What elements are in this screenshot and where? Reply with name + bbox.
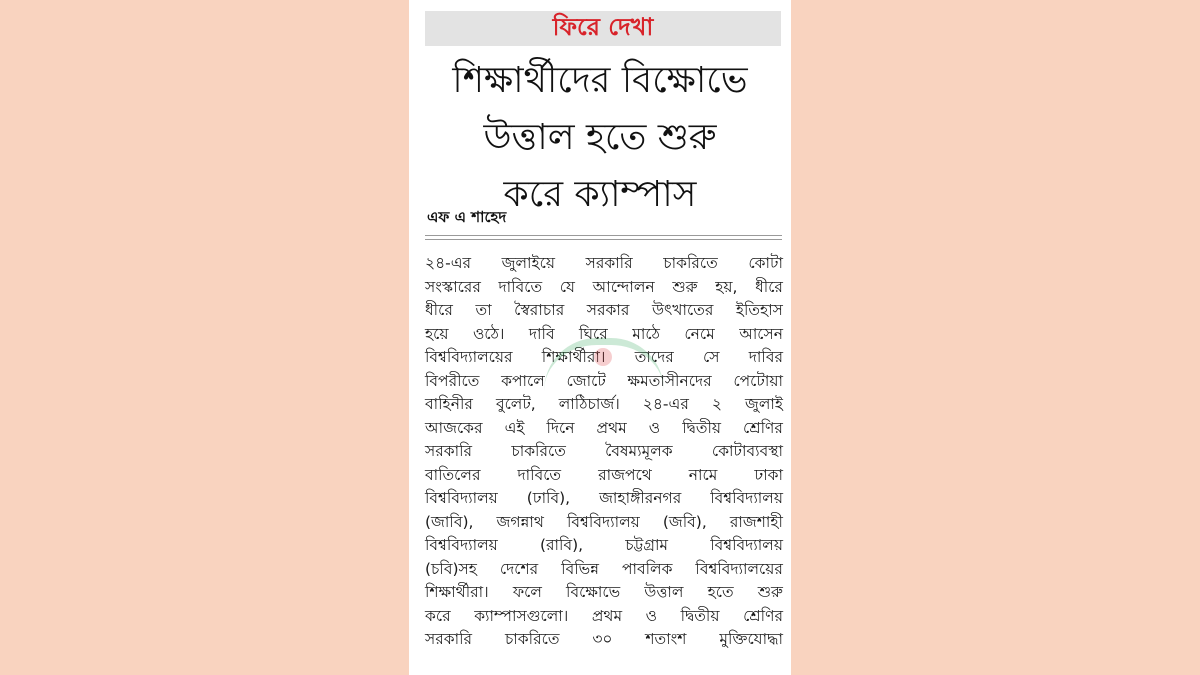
body-word: সরকারি	[425, 630, 473, 648]
body-word: পাবলিক	[621, 559, 673, 578]
body-line	[425, 346, 783, 370]
body-word: চাকরিতে	[663, 254, 718, 272]
body-word: পেটোয়া	[733, 371, 783, 390]
body-line	[425, 440, 783, 464]
body-word: আন্দোলন	[592, 277, 655, 296]
body-word: সরকার	[586, 301, 630, 319]
body-word: সংস্কারের	[425, 277, 481, 296]
body-word: বিশ্ববিদ্যালয়	[566, 512, 640, 531]
body-word: কপালে	[501, 371, 545, 390]
body-word: বাতিলের	[425, 465, 481, 484]
body-word: তা	[475, 301, 492, 319]
body-word: শিক্ষার্থীরা।	[425, 583, 489, 601]
body-word: (জবি),	[662, 512, 707, 531]
body-word: উৎখাতের	[651, 301, 714, 319]
body-word: দিনে	[546, 418, 575, 437]
headline-line: করে ক্যাম্পাস	[503, 174, 697, 215]
body-line	[425, 558, 783, 582]
body-word: বিক্ষোভে	[566, 583, 621, 601]
body-word: (জাবি),	[425, 512, 474, 531]
body-word: ২৪-এর	[425, 254, 472, 272]
body-word: ওঠে।	[472, 324, 505, 343]
body-word: প্রথম	[596, 418, 627, 437]
body-word: শ্রেণির	[743, 606, 783, 625]
body-word: নামে	[688, 465, 718, 484]
body-word: ঢাকা	[754, 465, 783, 484]
body-line	[425, 276, 783, 300]
body-word: দ্বিতীয়	[682, 418, 722, 437]
body-word: শতাংশ	[645, 630, 687, 648]
body-word: তাদের	[634, 348, 674, 366]
body-line	[425, 323, 783, 347]
body-line	[425, 464, 783, 488]
headline-line: উত্তাল হতে শুরু	[483, 117, 717, 158]
kicker-text: ফিরে দেখা	[552, 12, 654, 41]
body-word: শুরু	[757, 583, 783, 601]
body-word: ইতিহাস	[735, 301, 783, 319]
body-word: বিশ্ববিদ্যালয়	[425, 536, 498, 554]
body-word: ক্ষমতাসীনদের	[627, 371, 712, 390]
body-word: দ্বিতীয়	[680, 606, 720, 625]
body-word: রাজশাহী	[729, 512, 783, 531]
body-word: দাবিতে	[498, 277, 543, 296]
body-line	[425, 370, 783, 394]
body-word: কোটাব্যবস্থা	[711, 442, 783, 460]
body-word: (রাবি),	[539, 536, 584, 554]
body-word: সে	[702, 348, 720, 366]
body-word: ধীরে	[425, 301, 453, 319]
body-word: হয়ে	[425, 324, 449, 343]
body-word: ও	[645, 606, 658, 625]
body-line	[425, 581, 783, 605]
byline: এফ এ শাহেদ	[427, 208, 507, 226]
body-word: জাহাঙ্গীরনগর	[599, 489, 682, 507]
body-word: চাকরিতে	[504, 630, 560, 648]
body-line	[425, 252, 783, 276]
body-word: স্বৈরাচার	[514, 301, 565, 319]
body-word: হতে	[707, 583, 734, 601]
body-word: মুক্তিযোদ্ধা	[719, 630, 783, 648]
kicker-banner	[425, 11, 781, 46]
body-word: বিপরীতে	[425, 371, 480, 390]
body-word: ও	[648, 418, 661, 437]
body-word: সরকারি	[585, 254, 633, 272]
body-line	[425, 534, 783, 558]
body-line	[425, 393, 783, 417]
body-word: লাঠিচার্জ।	[558, 395, 620, 413]
body-word: ক্যাম্পাসগুলো।	[474, 606, 569, 625]
body-word: বিভিন্ন	[561, 559, 600, 578]
body-word: মাঠে	[632, 324, 660, 343]
body-word: ধীরে	[755, 277, 783, 296]
divider-rule	[425, 235, 782, 236]
body-line	[425, 628, 783, 652]
body-word: ঘিরে	[579, 324, 608, 343]
divider-rule	[425, 239, 782, 240]
body-word: বিশ্ববিদ্যালয়	[710, 489, 783, 507]
body-word: যে	[559, 277, 575, 296]
body-word: শুরু	[672, 277, 698, 296]
body-word: দেশের	[499, 559, 539, 578]
body-word: দাবিতে	[517, 465, 562, 484]
body-word: সরকারি	[425, 442, 473, 460]
body-word: রাজপথে	[598, 465, 652, 484]
body-word: জোটে	[566, 371, 606, 390]
body-word: ২৪-এর	[642, 395, 689, 413]
body-line	[425, 605, 783, 629]
body-word: বিশ্ববিদ্যালয়ের	[695, 559, 783, 578]
body-word: কোটা	[748, 254, 783, 272]
body-word: আসেন	[739, 324, 783, 343]
body-word: বিশ্ববিদ্যালয়	[425, 489, 498, 507]
article-body	[425, 252, 783, 652]
body-word: বৈষম্যমূলক	[605, 442, 673, 460]
body-line	[425, 487, 783, 511]
body-word: দাবির	[748, 348, 783, 366]
body-word: বাহিনীর	[425, 395, 473, 413]
body-word: ৩০	[592, 630, 613, 648]
body-word: হয়,	[715, 277, 738, 296]
body-line	[425, 417, 783, 441]
body-word: ফলে	[512, 583, 542, 601]
clipping-strip	[409, 0, 791, 675]
body-word: শিক্ষার্থীরা।	[541, 348, 606, 366]
body-word: চট্টগ্রাম	[625, 536, 669, 554]
headline	[419, 52, 781, 223]
body-word: করে	[425, 606, 451, 625]
body-word: জগন্নাথ	[496, 512, 544, 531]
body-word: (ঢাবি),	[526, 489, 571, 507]
headline-line: শিক্ষার্থীদের বিক্ষোভে	[452, 60, 748, 101]
body-word: বিশ্ববিদ্যালয়	[710, 536, 783, 554]
body-word: প্রথম	[591, 606, 623, 625]
body-word: বুলেট,	[495, 395, 536, 413]
body-word: নেমে	[684, 324, 715, 343]
body-line	[425, 299, 783, 323]
body-word: দাবি	[528, 324, 555, 343]
body-line	[425, 511, 783, 535]
body-word: উত্তাল	[644, 583, 684, 601]
body-word: বিশ্ববিদ্যালয়ের	[425, 348, 513, 366]
body-word: (চবি)সহ	[425, 559, 477, 578]
body-word: এই	[504, 418, 525, 437]
body-word: জুলাই	[744, 395, 783, 413]
body-word: আজকের	[425, 418, 483, 437]
body-word: ২	[711, 395, 722, 413]
body-word: জুলাইয়ে	[501, 254, 555, 272]
body-word: চাকরিতে	[511, 442, 566, 460]
body-word: শ্রেণির	[743, 418, 783, 437]
